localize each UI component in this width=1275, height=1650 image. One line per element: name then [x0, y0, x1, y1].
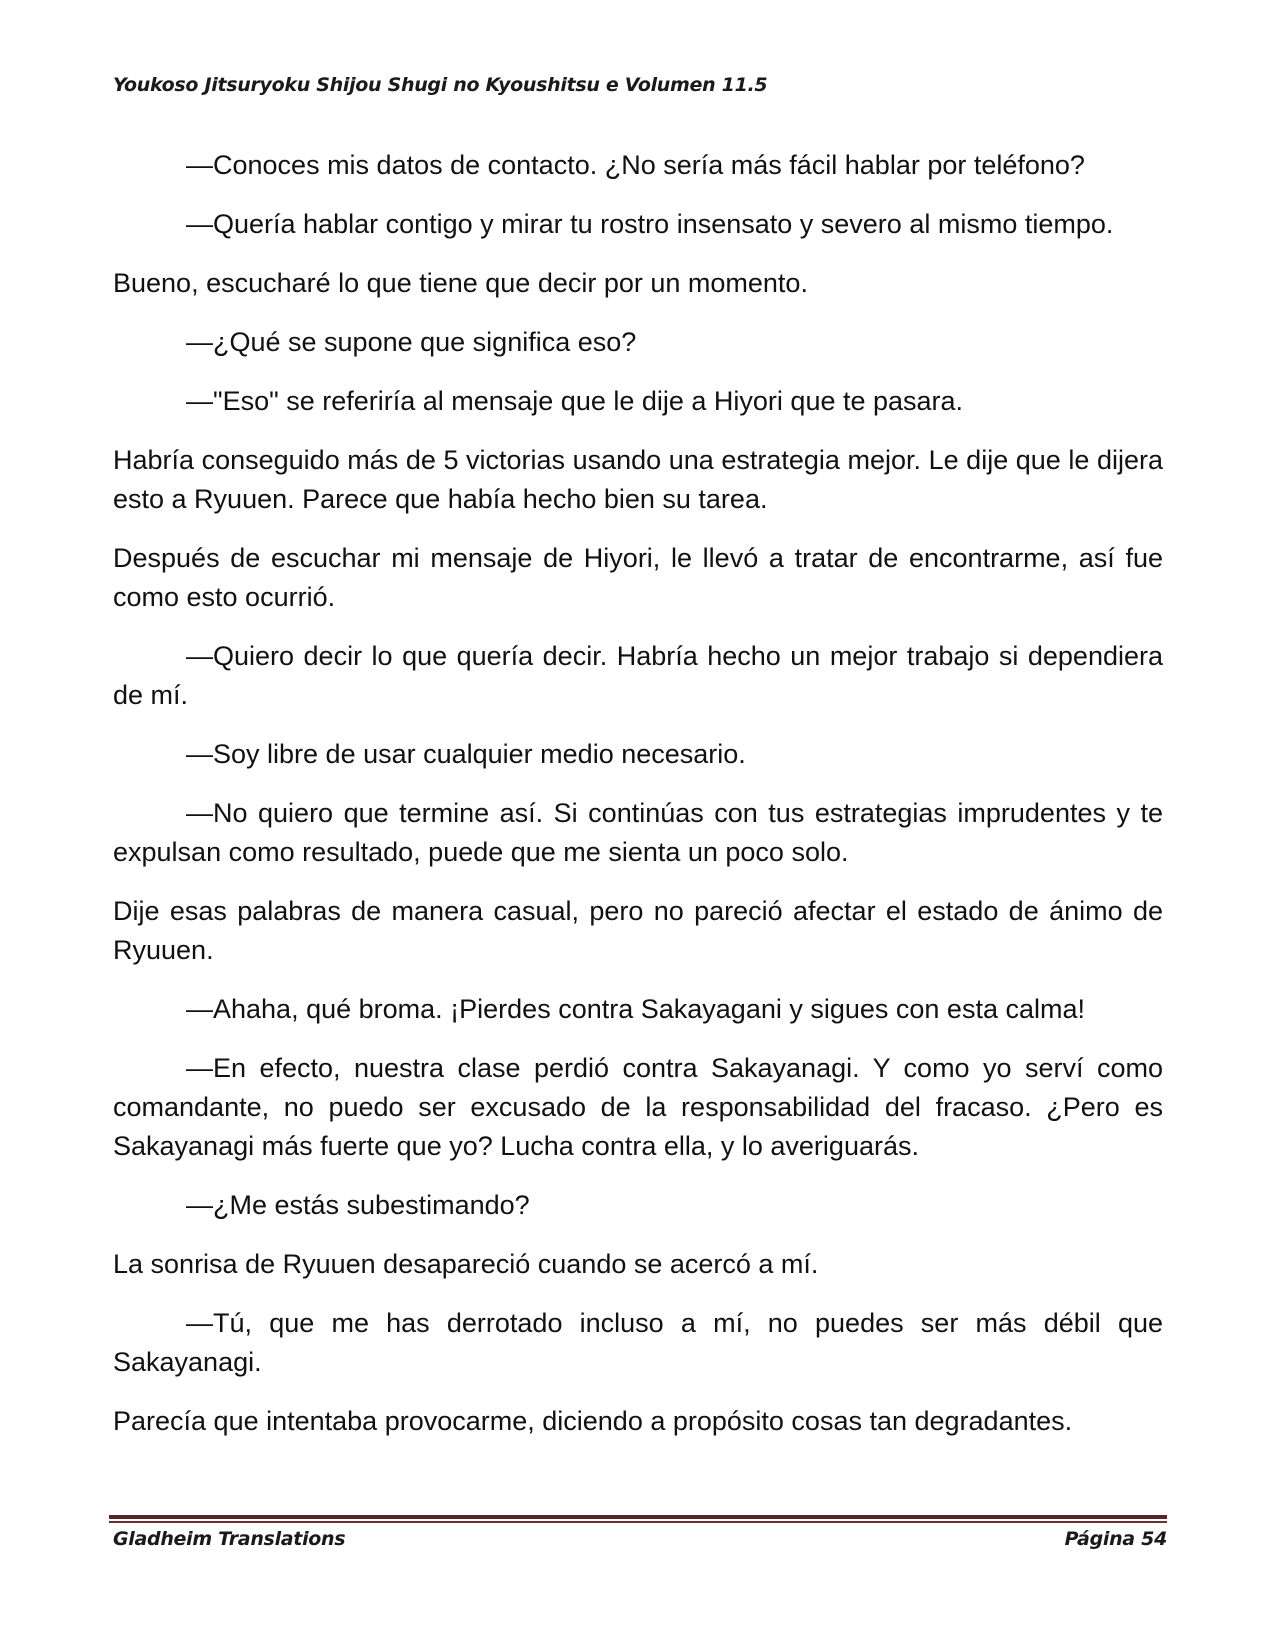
dialogue-paragraph: —"Eso" se referiría al mensaje que le dije a Hiyori que te pasara. [186, 386, 964, 416]
narration-paragraph: Dije esas palabras de manera casual, pero no pareció afectar el estado de ánimo de Ryuuen. [113, 896, 1163, 965]
footer-page-number: Página 54 [1064, 1528, 1167, 1550]
dialogue-paragraph: —Quería hablar contigo y mirar tu rostro insensato y severo al mismo tiempo. [186, 209, 1114, 239]
dialogue-paragraph: —¿Qué se supone que significa eso? [186, 327, 637, 357]
dialogue-paragraph: —Tú, que me has derrotado incluso a mí, no puedes ser más débil que Sakayanagi. [113, 1308, 1163, 1377]
narration-paragraph: Parecía que intentaba provocarme, diciendo a propósito cosas tan degradantes. [113, 1406, 1073, 1436]
page-body [113, 146, 1163, 1461]
footer-publisher: Gladheim Translations [113, 1528, 346, 1550]
dialogue-paragraph: —En efecto, nuestra clase perdió contra Sakayanagi. Y como yo serví como comandante, no puedo ser excusado de la responsabilidad del fracaso. ¿Pero es Sakayanagi más fuerte que yo? Lucha contra ella, y lo averiguarás. [113, 1053, 1163, 1161]
dialogue-paragraph: —Ahaha, qué broma. ¡Pierdes contra Sakayagani y sigues con esta calma! [186, 994, 1085, 1024]
dialogue-paragraph: —Quiero decir lo que quería decir. Habría hecho un mejor trabajo si dependiera de mí. [113, 641, 1163, 710]
dialogue-paragraph: —No quiero que termine así. Si continúas con tus estrategias imprudentes y te expulsan como resultado, puede que me sienta un poco solo. [113, 798, 1163, 867]
dialogue-paragraph: —¿Me estás subestimando? [186, 1190, 530, 1220]
narration-paragraph: Después de escuchar mi mensaje de Hiyori, le llevó a tratar de encontrarme, así fue como esto ocurrió. [113, 543, 1163, 612]
narration-paragraph: Bueno, escucharé lo que tiene que decir por un momento. [113, 268, 808, 298]
page-header-title: Youkoso Jitsuryoku Shijou Shugi no Kyoushitsu e Volumen 11.5 [113, 74, 768, 96]
dialogue-paragraph: —Conoces mis datos de contacto. ¿No sería más fácil hablar por teléfono? [186, 150, 1085, 180]
narration-paragraph: Habría conseguido más de 5 victorias usando una estrategia mejor. Le dije que le dijera esto a Ryuuen. Parece que había hecho bien su tarea. [113, 445, 1163, 514]
narration-paragraph: La sonrisa de Ryuuen desapareció cuando se acercó a mí. [113, 1249, 819, 1279]
footer-divider [109, 1515, 1167, 1523]
dialogue-paragraph: —Soy libre de usar cualquier medio necesario. [186, 739, 746, 769]
